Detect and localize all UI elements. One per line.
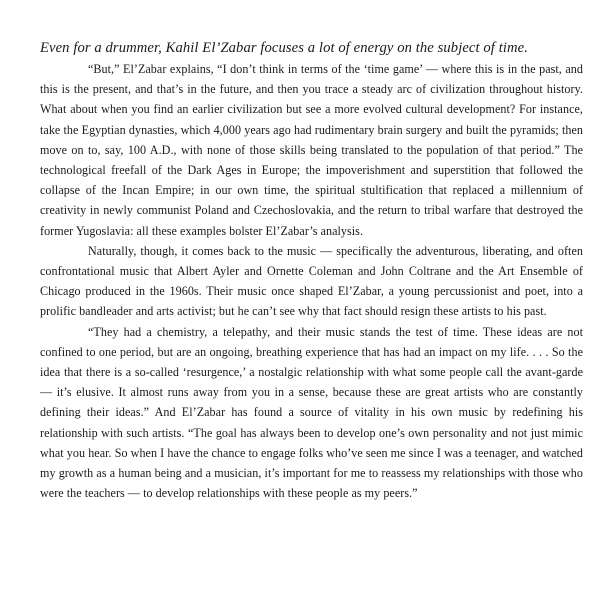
paragraph-music: Naturally, though, it comes back to the music — specifically the adventurous, liberating, and often confrontational music that Albert Ayler and Ornette Coleman and John Coltrane and the Art Ensemble of Chicago produced in the 1960s. Their music once shaped El’Zabar, a young percussionist and poet, into a prolific bandleader and arts activist; but he can’t see why that fact should resign these artists to his past.: [40, 243, 583, 319]
article: [40, 38, 583, 503]
paragraph-chemistry: “They had a chemistry, a telepathy, and their music stands the test of time. These ideas are not confined to one period, but are an ongoing, breathing experience that has had an impact on my life. . . . So the idea that there is a so-called ‘resurgence,’ a nostalgic relationship with what some people call the avant-garde — it’s elusive. It almost runs away from you in a sense, because these are great artists who are constantly defining their ideas.” And El’Zabar has found a source of vitality in his own music by redefining his relationship with such artists. “The goal has always been to develop one’s own personality and not just mimic what you hear. So when I have the chance to engage folks who’ve seen me since I was a teenager, and watched my growth as a human being and a musician, it’s important for me to reassess my relationships with those who were the teachers — to develop relationships with these people as my peers.”: [40, 324, 583, 501]
paragraph-time-game: “But,” El’Zabar explains, “I don’t think in terms of the ‘time game’ — where this is in the past, and this is the present, and that’s in the future, and then you trace a steady arc of civilization throughout history. What about when you find an earlier civilization but see a more evolved cultural development? For instance, take the Egyptian dynasties, which 4,000 years ago had rudimentary brain surgery and built the pyramids; then move on to, say, 100 A.D., with none of those skills being translated to the population of that period.” The technological freefall of the Dark Ages in Europe; the impoverishment and superstition that followed the collapse of the Incan Empire; in our own time, the spiritual stultification that replaced a millennium of creativity in newly communist Poland and Czechoslovakia, and the return to tribal warfare that destroyed the former Yugoslavia: all these examples bolster El’Zabar’s analysis.: [40, 62, 583, 238]
lede-sentence: Even for a drummer, Kahil El’Zabar focuses a lot of energy on the subject of time.: [40, 40, 528, 56]
